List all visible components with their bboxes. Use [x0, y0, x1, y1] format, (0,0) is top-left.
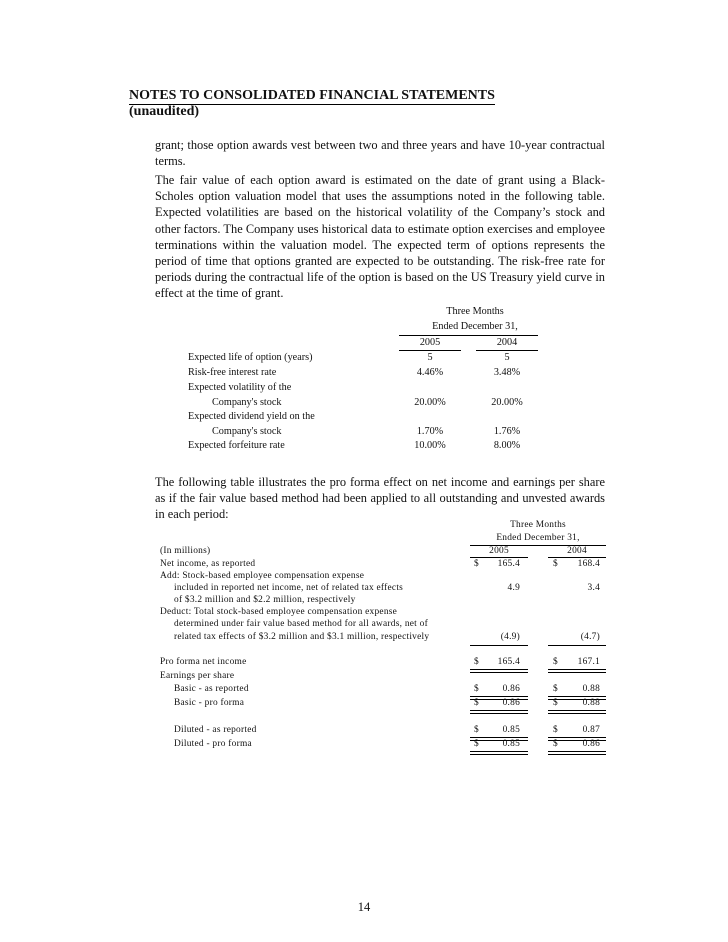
dollar-sign: $	[553, 657, 558, 667]
assumptions-col-2004: 2004	[496, 337, 518, 348]
dollar-sign: $	[474, 739, 479, 749]
assumptions-col-2005: 2005	[419, 337, 441, 348]
proforma-label: determined under fair value based method for all awards, net of	[174, 619, 428, 629]
proforma-value-2004: 0.88	[582, 698, 600, 708]
proforma-value-2004: 168.4	[577, 559, 600, 569]
proforma-value-2005: 0.86	[502, 698, 520, 708]
units-label: (In millions)	[160, 546, 211, 556]
proforma-value-2005: 0.86	[502, 684, 520, 694]
assumption-value-2004: 8.00%	[493, 440, 521, 451]
proforma-label: Basic - as reported	[174, 684, 249, 694]
proforma-value-2004: 3.4	[587, 583, 600, 593]
page-title: NOTES TO CONSOLIDATED FINANCIAL STATEMENTS	[129, 88, 495, 103]
assumption-value-2004: 3.48%	[493, 367, 521, 378]
assumption-label: Company's stock	[212, 426, 282, 437]
proforma-label: related tax effects of $3.2 million and $3.1 million, respectively	[174, 632, 430, 642]
assumption-value-2005: 20.00%	[414, 397, 446, 408]
assumption-label: Company's stock	[212, 397, 282, 408]
assumption-value-2005: 10.00%	[414, 440, 446, 451]
assumptions-header-ended: Ended December 31,	[432, 321, 518, 332]
proforma-label: Deduct: Total stock-based employee compensation expense	[160, 607, 398, 617]
dollar-sign: $	[553, 725, 558, 735]
proforma-value-2005: 165.4	[497, 559, 520, 569]
assumption-value-2005: 4.46%	[416, 367, 444, 378]
assumption-value-2004: 20.00%	[491, 397, 523, 408]
proforma-label: Diluted - pro forma	[174, 739, 252, 749]
dollar-sign: $	[474, 559, 479, 569]
proforma-value-2005: 165.4	[497, 657, 520, 667]
proforma-value-2005: 0.85	[502, 739, 520, 749]
proforma-label: included in reported net income, net of related tax effects	[174, 583, 404, 593]
proforma-col-2004: 2004	[567, 546, 587, 556]
proforma-label: of $3.2 million and $2.2 million, respectively	[174, 595, 356, 605]
proforma-value-2005: 4.9	[507, 583, 520, 593]
proforma-value-2004: 0.87	[582, 725, 600, 735]
assumption-label: Expected life of option (years)	[188, 352, 313, 363]
proforma-label: Add: Stock-based employee compensation expense	[160, 571, 365, 581]
dollar-sign: $	[553, 698, 558, 708]
proforma-label: Diluted - as reported	[174, 725, 257, 735]
proforma-label: Pro forma net income	[160, 657, 247, 667]
dollar-sign: $	[474, 657, 479, 667]
assumption-value-2005: 5	[427, 352, 433, 363]
proforma-value-2004: (4.7)	[580, 632, 600, 642]
proforma-label: Net income, as reported	[160, 559, 256, 569]
paragraph-vesting: grant; those option awards vest between two and three years and have 10-year contractual terms.	[155, 138, 605, 169]
page-number: 14	[357, 900, 371, 914]
proforma-value-2004: 0.86	[582, 739, 600, 749]
assumption-label: Expected dividend yield on the	[188, 411, 315, 422]
assumption-label: Expected forfeiture rate	[188, 440, 285, 451]
assumption-value-2004: 5	[504, 352, 510, 363]
proforma-header-ended: Ended December 31,	[496, 533, 580, 543]
proforma-value-2004: 167.1	[577, 657, 600, 667]
assumptions-header-period: Three Months	[446, 306, 504, 317]
paragraph-fair-value: The fair value of each option award is estimated on the date of grant using a Black-Scholes option valuation model that uses the assumptions noted in the following table. Expected volatilities are based on the historical volatility of the Company’s stock and other factors. The Company uses historical data to estimate option exercises and employee terminations within the valuation model. The expected term of options represents the period of time that options granted are expected to be outstanding. The risk-free rate for periods during the contractual life of the option is based on the US Treasury yield curve in effect at the time of grant.	[155, 173, 605, 301]
assumption-value-2004: 1.76%	[493, 426, 521, 437]
page-subtitle: (unaudited)	[129, 104, 200, 119]
dollar-sign: $	[553, 559, 558, 569]
dollar-sign: $	[474, 698, 479, 708]
proforma-col-2005: 2005	[489, 546, 509, 556]
proforma-label: Basic - pro forma	[174, 698, 245, 708]
assumption-label: Risk-free interest rate	[188, 367, 277, 378]
proforma-label: Earnings per share	[160, 671, 235, 681]
proforma-value-2005: (4.9)	[500, 632, 520, 642]
proforma-value-2005: 0.85	[502, 725, 520, 735]
dollar-sign: $	[474, 684, 479, 694]
paragraph-pro-forma: The following table illustrates the pro forma effect on net income and earnings per share as if the fair value based method had been applied to all outstanding and unvested awards in each period:	[155, 475, 605, 522]
assumption-value-2005: 1.70%	[416, 426, 444, 437]
dollar-sign: $	[474, 725, 479, 735]
assumption-label: Expected volatility of the	[188, 382, 292, 393]
proforma-header-period: Three Months	[510, 520, 566, 530]
dollar-sign: $	[553, 684, 558, 694]
proforma-value-2004: 0.88	[582, 684, 600, 694]
dollar-sign: $	[553, 739, 558, 749]
